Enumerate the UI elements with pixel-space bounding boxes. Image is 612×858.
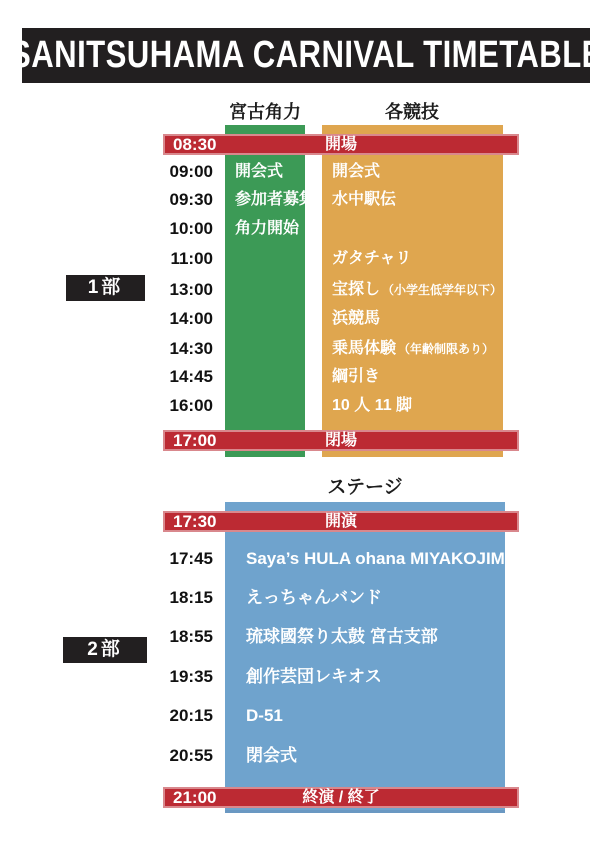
competition-event-name: 宝探し [332, 281, 381, 298]
competition-event [332, 366, 380, 388]
stage-event: えっちゃんバンド [246, 588, 382, 607]
part1-close-bar [163, 430, 519, 451]
competition-event-name: 開会式 [332, 163, 381, 180]
part2-open-time: 17:30 [173, 512, 217, 531]
competition-event [332, 279, 502, 301]
part1-open-time: 08:30 [173, 135, 217, 154]
time-label: 16:00 [169, 396, 213, 415]
time-label: 20:55 [169, 746, 213, 765]
time-label: 18:15 [169, 588, 213, 607]
poster-title: SANITSUHAMA CARNIVAL TIMETABLE [9, 34, 603, 76]
sumo-event: 参加者募集 [235, 191, 316, 208]
sumo-event: 角力開始 [235, 220, 300, 237]
part2-close-bar [163, 787, 519, 808]
part2-close-time: 21:00 [173, 788, 217, 807]
time-label: 09:30 [169, 190, 213, 209]
competition-event [332, 248, 412, 270]
title-bar [9, 28, 603, 83]
competition-event [332, 189, 396, 211]
part1-label: 1部 [66, 275, 145, 301]
time-label: 19:35 [169, 667, 213, 686]
competition-event [332, 161, 380, 183]
part1-close-time: 17:00 [173, 431, 217, 450]
competition-event-name: 綱引き [332, 368, 381, 385]
competition-event-name: ガタチャリ [332, 250, 412, 267]
competition-event-name: 浜競馬 [332, 310, 381, 327]
stage-event: Saya’s HULA ohana MIYAKOJIMA [246, 549, 518, 568]
stage-event: 琉球國祭り太鼓 宮古支部 [246, 627, 438, 646]
competition-event-note: （小学生低学年以下） [382, 283, 503, 297]
competition-event-name: 乗馬体験 [332, 340, 397, 357]
part1-open-bar [163, 134, 519, 155]
competition-event [332, 308, 380, 330]
part1-open-label: 開場 [324, 135, 357, 153]
competition-event [332, 395, 412, 417]
time-label: 17:45 [169, 549, 213, 568]
competition-event-name: 水中駅伝 [332, 191, 397, 208]
competition-event-name: 10 人 11 脚 [332, 397, 413, 414]
part2-close-label: 終演 / 終了 [302, 788, 380, 806]
time-label: 09:00 [169, 162, 213, 181]
stage-event: 閉会式 [246, 746, 297, 765]
time-label: 10:00 [169, 219, 213, 238]
part2-open-label: 開演 [324, 512, 357, 530]
time-label: 11:00 [170, 249, 213, 268]
competition-event [332, 338, 494, 360]
column-header-stage: ステージ [327, 477, 403, 498]
time-label: 18:55 [169, 627, 213, 646]
part2-open-bar [163, 511, 519, 532]
part1-close-label: 閉場 [324, 431, 357, 449]
part2-label: 2部 [63, 637, 147, 663]
time-label: 14:45 [169, 367, 213, 386]
stage-event: 創作芸団レキオス [246, 667, 382, 686]
column-header-events: 各競技 [385, 102, 439, 122]
time-label: 14:30 [169, 339, 213, 358]
competition-event-note: （年齢制限あり） [398, 342, 495, 356]
time-label: 20:15 [169, 706, 213, 725]
column-header-sumo: 宮古角力 [229, 102, 301, 122]
time-label: 14:00 [169, 309, 213, 328]
stage-event: D-51 [246, 706, 283, 725]
sumo-event: 開会式 [235, 163, 284, 180]
time-label: 13:00 [169, 280, 213, 299]
